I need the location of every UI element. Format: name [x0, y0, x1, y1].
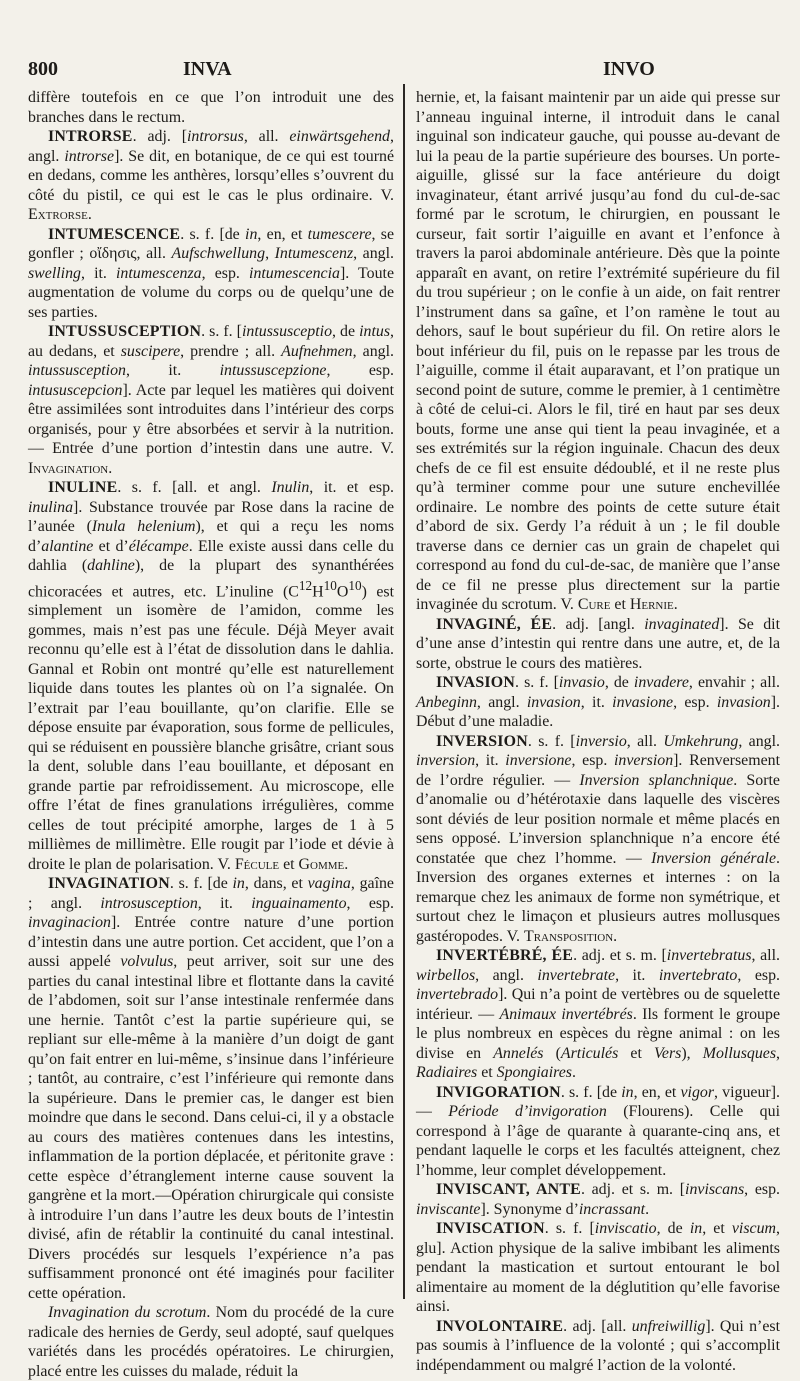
entry-paragraph: INVAGINÉ, ÉE. adj. [angl. invaginated]. Se dit d’une anse d’intestin qui rentre dans une autre, et, de la sorte, obstrue le cours des matières. [416, 615, 780, 672]
entry-paragraph: diffère toutefois en ce que l’on introduit une des branches dans le rectum. [28, 89, 394, 126]
left-column [28, 88, 394, 1381]
running-head [28, 58, 778, 82]
entry-paragraph: INVERTÉBRÉ, ÉE. adj. et s. m. [invertebratus, all. wirbellos, angl. invertebrate, it. invertebrato, esp. invertebrado]. Qui n’a point de vertèbres ou de squelette intérieur. — Animaux invertébrés. Ils forment le groupe le plus nombreux en espèces du règne animal : on les divise en Annelés (Articulés et Vers), Mollusques, Radiaires et Spongiaires. [416, 947, 781, 1081]
entry-paragraph: INTUSSUSCEPTION. s. f. [intussusceptio, de intus, au dedans, et suscipere, prendre ; all. Aufnehmen, angl. intussusception, it. intussuscepzione, esp. intususcepcion]. Acte par lequel les matières qui doivent être assimilées sont introduites dans l’intérieur des corps organisés, pour y être absorbées et servir à la nutrition. — Entrée d’une portion d’intestin dans une autre. V. Invagination. [28, 323, 395, 477]
entry-paragraph: INVAGINATION. s. f. [de in, dans, et vagina, gaîne ; angl. introsusception, it. inguainamento, esp. invaginacion]. Entrée contre nature d’une portion d’intestin dans une autre portion. Cet accident, que l’on a aussi appelé volvulus, peut arriver, soit sur une des parties du canal intestinal libre et flottante dans la cavité de l’abdomen, soit sur l’anse intestinale renfermée dans une hernie. Tantôt c’est la partie supérieure qui, se repliant sur elle-même à la manière d’un doigt de gant qu’on fait entrer en lui-même, s’insinue dans l’inférieure ; tantôt, au contraire, c’est l’inférieure qui remonte dans la supérieure. Dans le premier cas, le danger est bien moindre que dans le second. Dans celui-ci, il y a obstacle au cours des matières contenues dans les intestins, inflammation de la portion déplacée, et péritonite grave : cette espèce d’étranglement interne cause souvent la gangrène et la mort.—Opération chirurgicale qui consiste à introduire l’un dans l’autre les deux bouts de l’intestin divisé, afin de rétablir la continuité du canal intestinal. Divers procédés sur lesquels l’expérience n’a pas suffisamment prononcé ont été imaginés pour faciliter cette opération. [28, 875, 394, 1302]
entry-paragraph: INVIGORATION. s. f. [de in, en, et vigor, vigueur]. — Période d’invigoration (Flourens). Celle qui correspond à l’âge de quarante à quarante-cinq ans, et pendant laquelle le corps et les facultés atteignent, chez l’homme, leur complet développement. [416, 1083, 780, 1179]
left-running-head: INVA [183, 58, 232, 80]
entry-paragraph: hernie, et, la faisant maintenir par un aide qui presse sur l’anneau inguinal interne, il introduit dans le canal inguinal son indicateur gauche, qui pousse au-devant de lui la peau de la partie supérieure des bourses. Un porte-aiguille, glissé sur la face antérieure du doigt invaginateur, étant arrivé jusqu’au fond du cul-de-sac formé par le scrotum, le chirurgien, en poussant le curseur, fait sortir l’aiguille en avant et l’enfonce à travers la paroi abdominale antérieure. Dès que la pointe apparaît en avant, on retire l’extrémité supérieure du fil du trou supérieur ; on le confie à un aide, on fait rentrer l’instrument dans sa gaîne, et l’on ramène le tout au dehors, sauf le bout supérieur du fil. On retire alors le bout inférieur du fil, puis on le repasse par les trous de l’aiguille, comme il était auparavant, et l’on pratique un second point de suture, comme le premier, à 1 centimètre à côté de celui-ci. Alors le fil, tiré en haut par ses deux bouts, forme une anse qui tient la peau invaginée, et a ses extrémités sur la région inguinale. Chacun des deux chefs de ce fil est ensuite dédoublé, et il ne reste plus qu’à terminer comme pour une suture enchevillée ordinaire. Le nombre des points de cette suture était d’abord de six. Gerdy l’a réduit à un ; le fil double traverse dans ce dernier cas un grain de chapelet qui correspond au fond du cul-de-sac, de manière que l’anse de ce fil ne presse plus directement sur la partie invaginée du scrotum. V. Cure et Hernie. [416, 89, 780, 613]
right-running-head: INVO [603, 58, 655, 80]
entry-paragraph: INTRORSE. adj. [introrsus, all. einwärtsgehend, angl. introrse]. Se dit, en botanique, de ce qui est tourné en dedans, comme les anthères, lorsqu’elles s’ouvrent du côté du pistil, ce qui est le cas le plus ordinaire. V. Extrorse. [28, 128, 394, 223]
entry-paragraph: INVASION. s. f. [invasio, de invadere, envahir ; all. Anbeginn, angl. invasion, it. invasione, esp. invasion]. Début d’une maladie. [416, 674, 780, 730]
entry-paragraph: Invagination du scrotum. Nom du procédé de la cure radicale des hernies de Gerdy, seul adopté, sauf quelques variétés dans les procédés opératoires. Le chirurgien, placé entre les cuisses du malade, réduit la [28, 1304, 395, 1380]
page-number: 800 [28, 58, 58, 80]
entry-paragraph: INTUMESCENCE. s. f. [de in, en, et tumescere, se gonfler ; οἴδησις, all. Aufschwellung, Intumescenz, angl. swelling, it. intumescenza, esp. intumescencia]. Toute augmentation de volume du corps ou de quelqu’une de ses parties. [28, 225, 394, 321]
column-divider [403, 84, 405, 1299]
entry-paragraph: INVERSION. s. f. [inversio, all. Umkehrung, angl. inversion, it. inversione, esp. inversion]. Renversement de l’ordre régulier. — Inversion splanchnique. Sorte d’anomalie ou d’hétérotaxie dans laquelle des viscères sont déviés de leur position normale et même placés en sens opposé. L’inversion splanchnique n’a encore été constatée que chez l’homme. — Inversion générale. Inversion des organes externes et internes : on la remarque chez les animaux de forme non symétrique, et surtout chez le limaçon et plusieurs autres mollusques gastéropodes. V. Transposition. [416, 732, 780, 945]
right-column [416, 88, 780, 1375]
entry-paragraph: INULINE. s. f. [all. et angl. Inulin, it. et esp. inulina]. Substance trouvée par Rose dans la racine de l’aunée (Inula helenium), et qui a reçu les noms d’alantine et d’élécampe. Elle existe aussi dans celle du dahlia (dahline), de la plupart des synanthérées chicoracées et autres, etc. L’inuline $(C^{12}H^{10}O^{10})$ est simplement un isomère de l’amidon, comme les gommes, mais n’est pas une fécule. Déjà Meyer avait reconnu qu’elle est à l’état de dissolution dans le dahlia. Gannal et Robin ont montré qu’elle est naturellement liquide dans toutes les plantes où on l’a signalée. On l’extrait par l’eau bouillante, qu’on clarifie. Elle se dépose ensuite par évaporation, sous forme de pellicules, qui se réduisent en poussière blanche grisâtre, criant sous la dent, soluble dans l’eau bouillante, et déposant en grande partie par refroidissement. Au microscope, elle offre l’état de fines granulations irrégulières, comme celles de tout précipité amorphe, larges de 1 à 5 millièmes de millimètre. Elle rougit par l’iode et dévie à droite le plan de polarisation. V. Fécule et Gomme. [28, 479, 395, 873]
entry-paragraph: INVISCANT, ANTE. adj. et s. m. [inviscans, esp. inviscante]. Synonyme d’incrassant. [416, 1181, 780, 1218]
entry-paragraph: INVISCATION. s. f. [inviscatio, de in, et viscum, glu]. Action physique de la salive imbibant les aliments pendant la mastication et surtout entourant le bol alimentaire au moment de la déglutition qu’elle favorise ainsi. [416, 1220, 780, 1315]
entry-paragraph: INVOLONTAIRE. adj. [all. unfreiwillig]. Qui n’est pas soumis à l’influence de la volonté ; qui s’accomplit indépendamment ou malgré l’action de la volonté. [416, 1317, 780, 1374]
